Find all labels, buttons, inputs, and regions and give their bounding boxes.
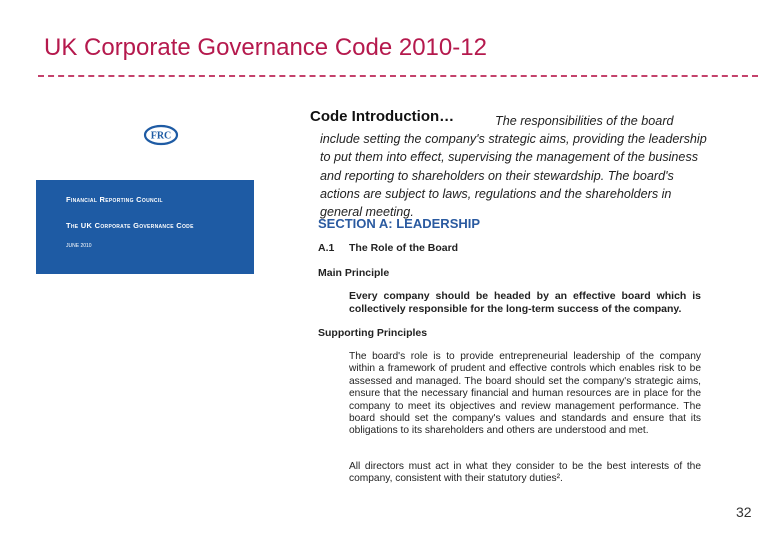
clause-title: The Role of the Board [349,242,459,254]
title-divider [38,75,758,77]
supporting-principles-text: The board's role is to provide entrepreneurial leadership of the company within a framework of prudent and effective controls which enables risk to be assessed and managed. The board should set the company's strategic aims, ensure that the necessary financial and human resources are in place for the company to meet its objectives and review management performance. The board should set the company's values and standards and ensure that its obligations to its shareholders and others are understood and met. [349,351,701,437]
main-principle-heading: Main Principle [318,267,390,279]
frc-logo-text: FRC [150,130,172,142]
code-cover-image [36,180,254,274]
intro-label: Code Introduction… [310,108,455,125]
cover-date: JUNE 2010 [66,243,92,249]
directors-duty-text: All directors must act in what they consider to be the best interests of the company, consistent with their statutory duties². [349,461,701,485]
frc-logo [143,124,179,146]
main-principle-text: Every company should be headed by an effective board which is collectively responsible for the long-term success of the company. [349,290,701,315]
clause-number: A.1 [318,242,335,254]
section-heading: SECTION A: LEADERSHIP [318,216,481,231]
supporting-principles-heading: Supporting Principles [318,327,428,339]
page-number: 32 [736,504,752,520]
cover-publisher: Financial Reporting Council [66,195,163,204]
slide-title: UK Corporate Governance Code 2010-12 [44,34,487,61]
cover-title: The UK Corporate Governance Code [66,221,194,230]
intro-quote: The responsibilities of the board include setting the company's strategic aims, providing the leadership to put them into effect, supervising the management of the business and reporting to shareholders on their stewardship. The board's actions are subject to laws, regulations and the shareholders in general meeting. [320,114,707,220]
